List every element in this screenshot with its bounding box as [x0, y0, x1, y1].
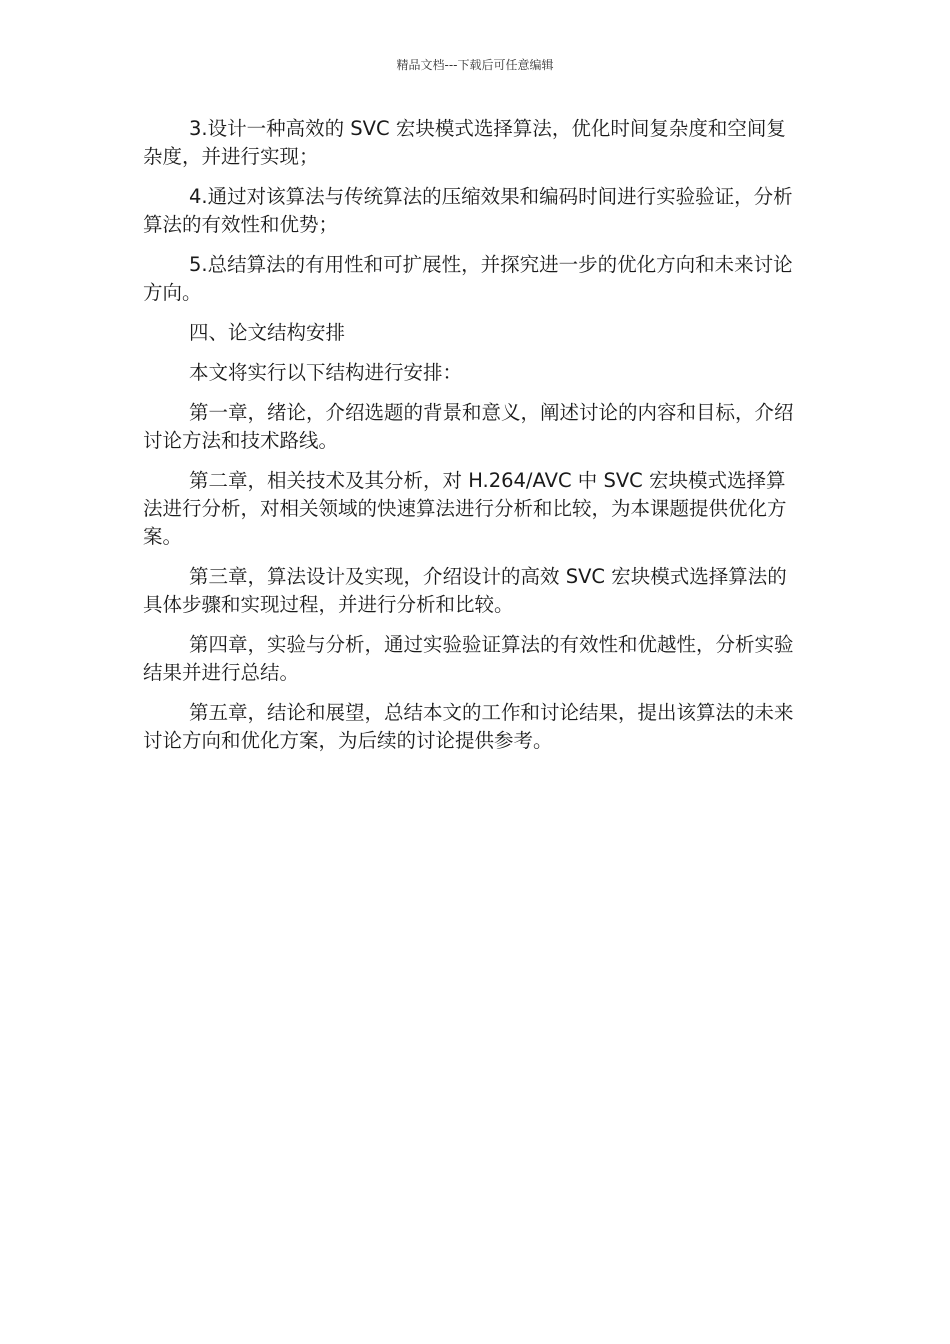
document-body: [143, 115, 803, 767]
paragraph-item-5: 5.总结算法的有用性和可扩展性，并探究进一步的优化方向和未来讨论方向。: [143, 253, 793, 304]
chapter-3-description: 第三章，算法设计及实现，介绍设计的高效 SVC 宏块模式选择算法的具体步骤和实现过程，并进行分析和比较。: [143, 565, 787, 616]
section-heading: 四、论文结构安排: [189, 321, 346, 344]
chapter-1-description: 第一章，绪论，介绍选题的背景和意义，阐述讨论的内容和目标，介绍讨论方法和技术路线。: [143, 401, 794, 452]
page-header: 精品文档---下载后可任意编辑: [396, 58, 554, 72]
chapter-4-description: 第四章，实验与分析，通过实验验证算法的有效性和优越性，分析实验结果并进行总结。: [143, 633, 794, 684]
paragraph-item-3: 3.设计一种高效的 SVC 宏块模式选择算法，优化时间复杂度和空间复杂度，并进行实现；: [143, 117, 786, 168]
chapter-5-description: 第五章，结论和展望，总结本文的工作和讨论结果，提出该算法的未来讨论方向和优化方案，为后续的讨论提供参考。: [143, 701, 794, 752]
chapter-2-description: 第二章，相关技术及其分析，对 H.264/AVC 中 SVC 宏块模式选择算法进行分析，对相关领域的快速算法进行分析和比较，为本课题提供优化方案。: [143, 469, 787, 548]
paragraph-item-4: 4.通过对该算法与传统算法的压缩效果和编码时间进行实验验证，分析算法的有效性和优势；: [143, 185, 793, 236]
section-intro: 本文将实行以下结构进行安排：: [189, 361, 463, 384]
